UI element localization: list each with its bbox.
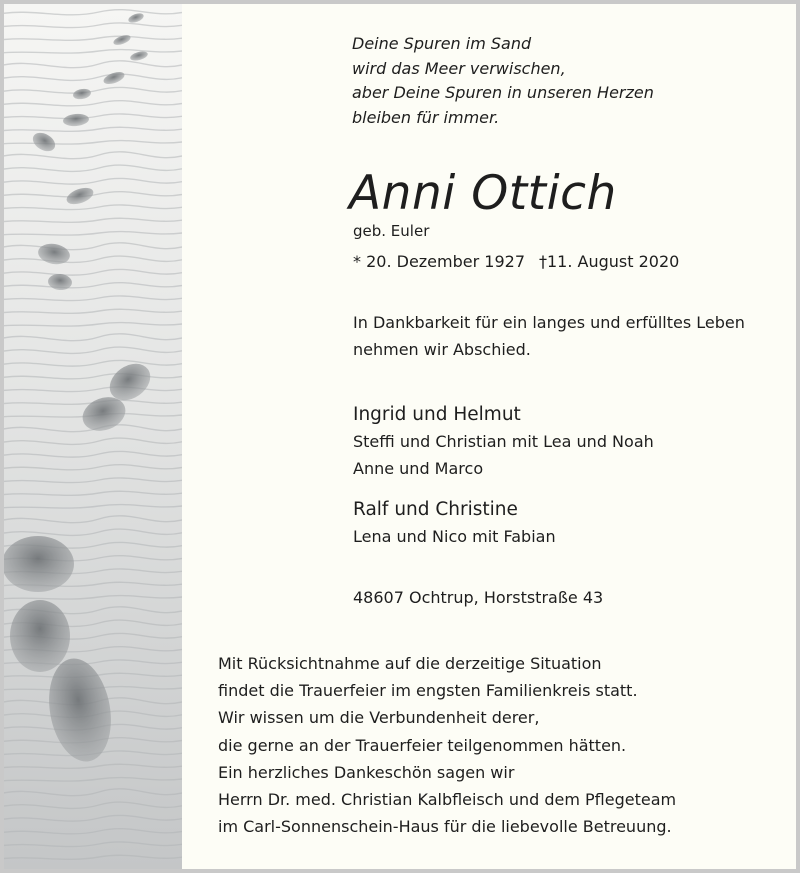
family-head: Ralf und Christine <box>353 499 518 520</box>
poem-line: bleiben für immer. <box>352 107 500 127</box>
poem-line: aber Deine Spuren in unseren Herzen <box>352 83 654 103</box>
birth-date: * 20. Dezember 1927 <box>353 252 525 271</box>
closing-line: findet die Trauerfeier im engsten Familienkreis statt. <box>218 681 638 701</box>
farewell-line: nehmen wir Abschied. <box>353 339 531 359</box>
footprint-icon <box>4 536 74 592</box>
family-member: Steffi und Christian mit Lea und Noah <box>353 432 654 451</box>
closing-line: Ein herzliches Dankeschön sagen wir <box>218 762 515 782</box>
closing-line: Wir wissen um die Verbundenheit derer, <box>218 708 540 728</box>
deceased-name: Anni Ottich <box>349 166 617 221</box>
family-group <box>353 496 556 551</box>
life-dates <box>353 252 693 271</box>
obituary-card <box>4 4 796 869</box>
address: 48607 Ochtrup, Horststraße 43 <box>353 588 604 607</box>
sand-footprints-image <box>4 4 182 869</box>
death-date: †11. August 2020 <box>539 252 680 271</box>
farewell-line: In Dankbarkeit für ein langes und erfülltes Leben <box>353 313 745 332</box>
footprint-icon <box>10 600 70 672</box>
closing-line: Mit Rücksichtnahme auf die derzeitige Situation <box>218 654 602 673</box>
family-member: Anne und Marco <box>353 458 484 478</box>
family-group <box>353 401 654 482</box>
family-head: Ingrid und Helmut <box>353 404 521 425</box>
closing-note <box>218 650 676 840</box>
family-member: Lena und Nico mit Fabian <box>353 527 556 546</box>
poem-line: wird das Meer verwischen, <box>352 58 566 78</box>
poem <box>352 32 654 130</box>
farewell-text <box>353 310 745 363</box>
closing-line: im Carl-Sonnenschein-Haus für die liebevolle Betreuung. <box>218 817 672 837</box>
closing-line: die gerne an der Trauerfeier teilgenommen hätten. <box>218 735 627 755</box>
poem-line: Deine Spuren im Sand <box>352 34 532 53</box>
birth-name: geb. Euler <box>353 222 430 240</box>
closing-line: Herrn Dr. med. Christian Kalbfleisch und dem Pflegeteam <box>218 790 677 810</box>
